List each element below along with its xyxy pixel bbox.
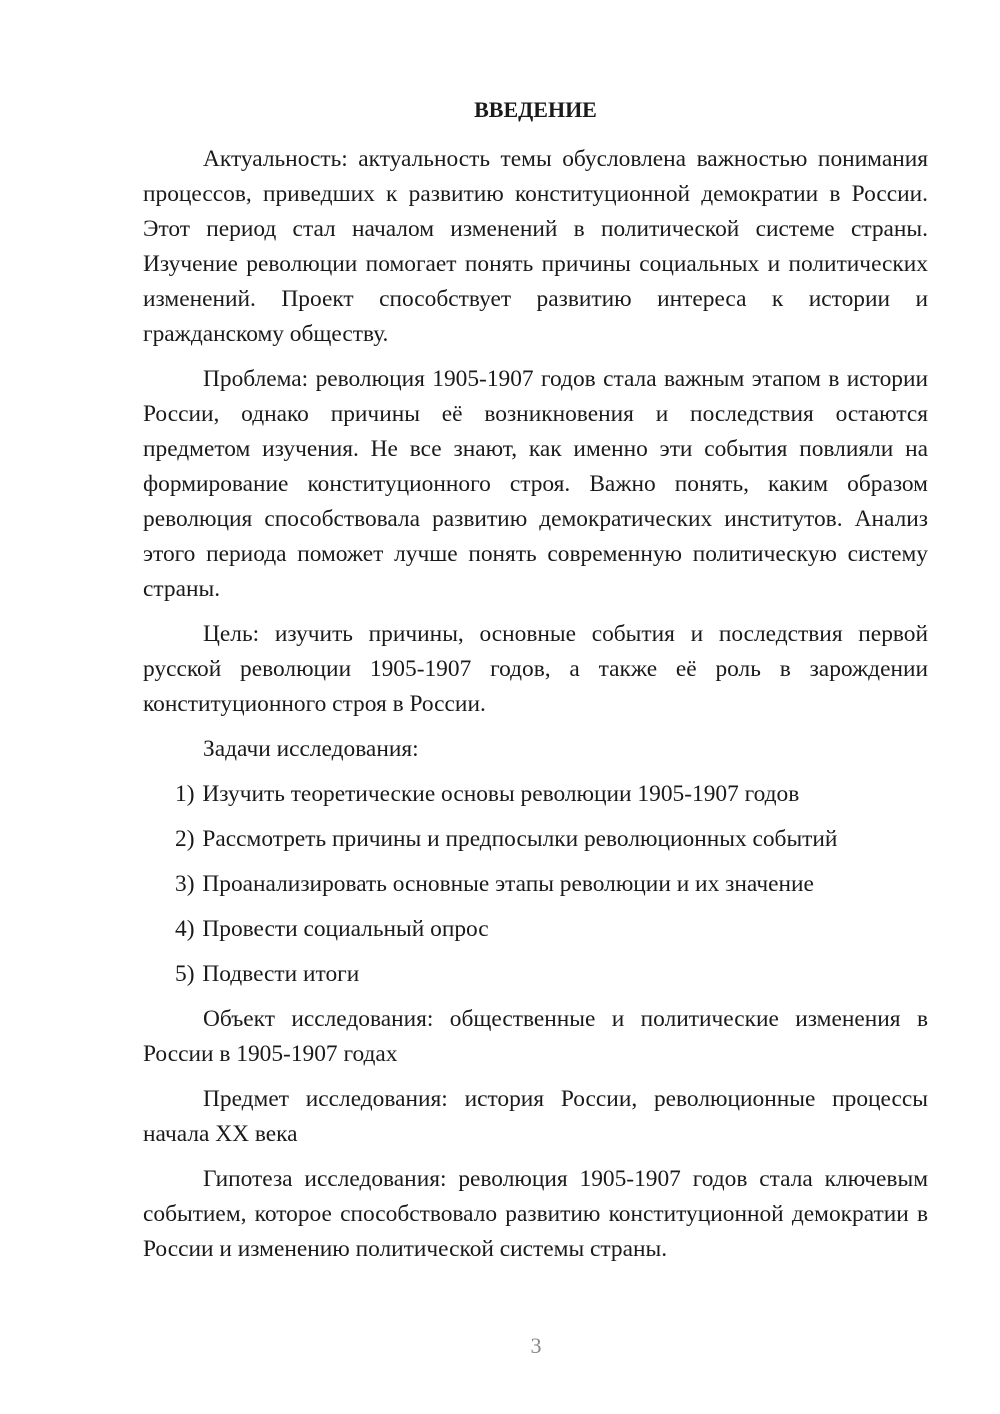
task-number: 2) — [175, 826, 195, 852]
task-item — [143, 867, 928, 902]
task-text: Изучить теоретические основы революции 1905-1907 годов — [202, 781, 800, 807]
paragraph-object: Объект исследования: общественные и политические изменения в России в 1905-1907 годах — [143, 1006, 928, 1067]
task-number: 3) — [175, 871, 195, 897]
task-item — [143, 822, 928, 857]
paragraph-subject: Предмет исследования: история России, революционные процессы начала XX века — [143, 1086, 928, 1147]
task-item — [143, 912, 928, 947]
paragraph-goal: Цель: изучить причины, основные события и последствия первой русской революции 1905-1907 годов, а также её роль в зарождении конституционного строя в России. — [143, 621, 928, 717]
task-item — [143, 777, 928, 812]
task-text: Провести социальный опрос — [202, 916, 489, 942]
page-number: 3 — [530, 1333, 542, 1358]
task-text: Подвести итоги — [202, 961, 360, 987]
tasks-heading: Задачи исследования: — [203, 736, 419, 762]
section-title: ВВЕДЕНИЕ — [474, 97, 597, 122]
paragraph-relevance: Актуальность: актуальность темы обусловлена важностью понимания процессов, приведших к развитию конституционной демократии в России. Этот период стал началом изменений в политической системе страны. Изучение революции помогает понять причины социальных и политических изменений. Проект способствует развитию интереса к истории и гражданскому обществу. — [143, 146, 928, 347]
task-item — [143, 957, 928, 992]
task-text: Проанализировать основные этапы революции и их значение — [202, 871, 814, 897]
task-text: Рассмотреть причины и предпосылки революционных событий — [202, 826, 838, 852]
paragraph-hypothesis: Гипотеза исследования: революция 1905-1907 годов стала ключевым событием, которое способствовало развитию конституционной демократии в России и изменению политической системы страны. — [143, 1166, 928, 1262]
paragraph-problem: Проблема: революция 1905-1907 годов стала важным этапом в истории России, однако причины её возникновения и последствия остаются предметом изучения. Не все знают, как именно эти события повлияли на формирование конституционного строя. Важно понять, каким образом революция способствовала развитию демократических институтов. Анализ этого периода поможет лучше понять современную политическую систему страны. — [143, 366, 928, 602]
task-number: 5) — [175, 961, 195, 987]
task-number: 4) — [175, 916, 195, 942]
document-page — [143, 92, 928, 1277]
task-number: 1) — [175, 781, 195, 807]
